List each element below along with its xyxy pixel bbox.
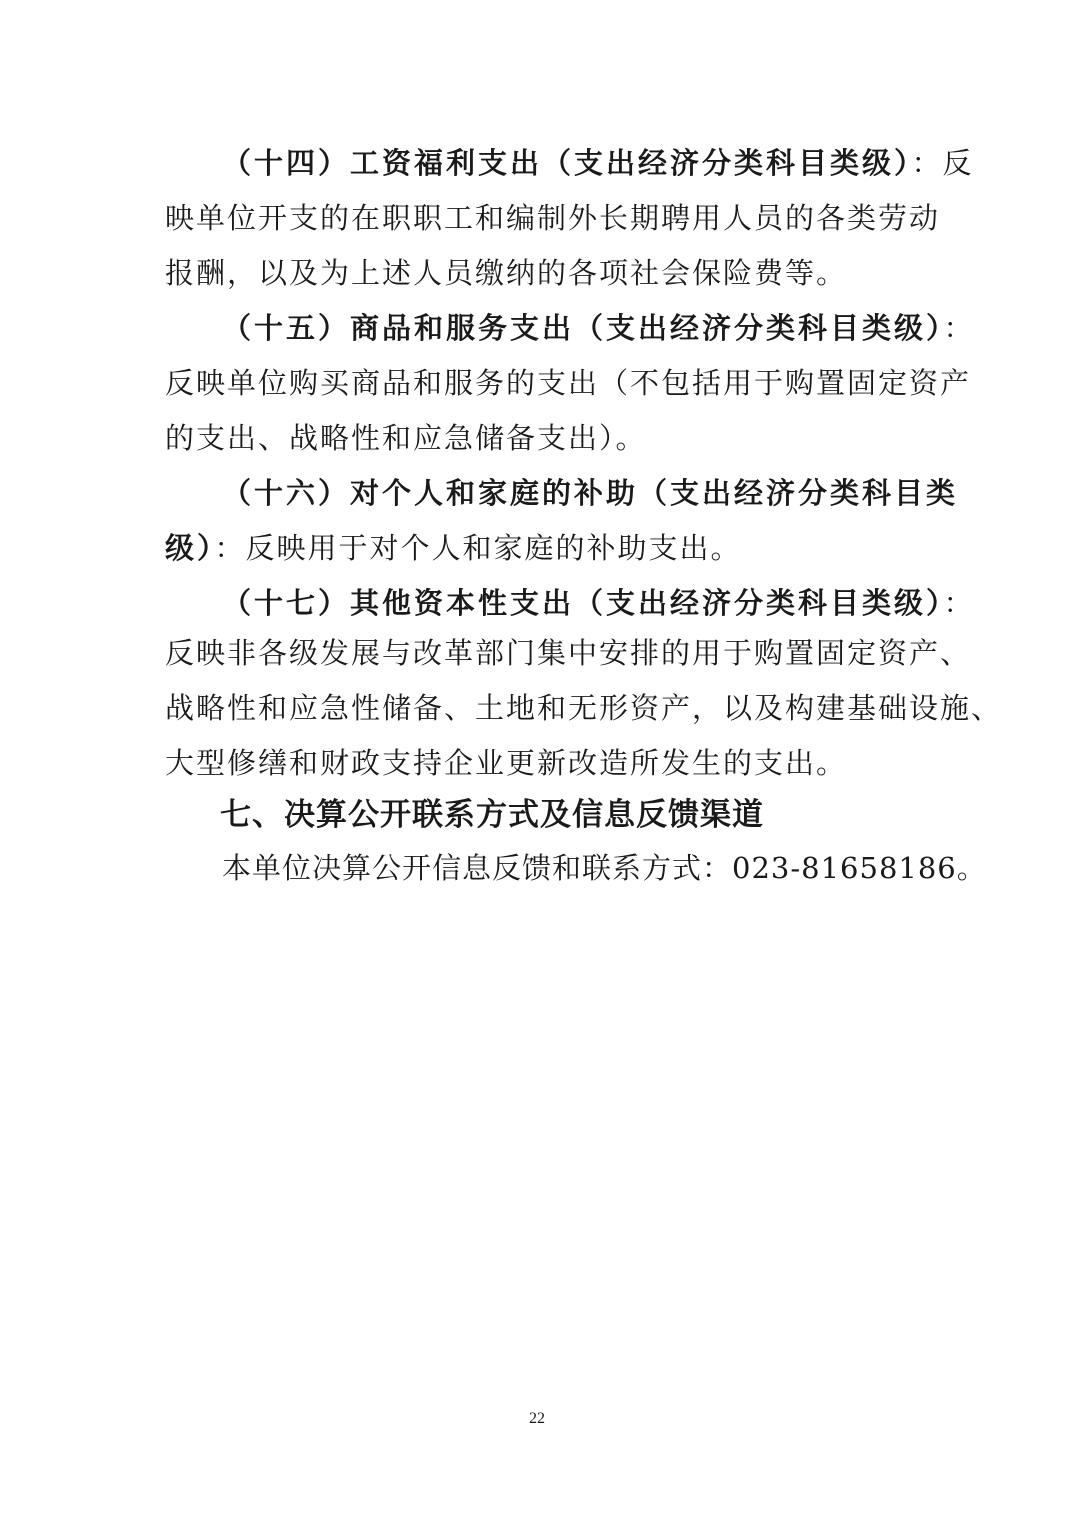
section-17-text-1: ： (943, 586, 975, 620)
section-17-line-3: 战略性和应急性储备、土地和无形资产，以及构建基础设施、 (165, 691, 1003, 725)
section-15-line-1 (222, 308, 975, 348)
section-17-title: （十七）其他资本性支出（支出经济分类科目类级） (222, 586, 944, 620)
section-15-line-3: 的支出、战略性和应急储备支出）。 (165, 421, 647, 455)
section-17-line-4: 大型修缮和财政支持企业更新改造所发生的支出。 (165, 746, 848, 780)
section-15-line-2: 反映单位购买商品和服务的支出（不包括用于购置固定资产 (165, 366, 972, 400)
section-16-text-1: ：反映用于对个人和家庭的补助支出。 (214, 531, 742, 565)
section-14-line-3: 报酬，以及为上述人员缴纳的各项社会保险费等。 (165, 256, 848, 290)
section-15-text-1: ： (943, 311, 975, 345)
section-14-line-1 (222, 143, 974, 183)
section-16-title-line-1: （十六）对个人和家庭的补助（支出经济分类科目类 (222, 476, 959, 510)
section-16-title-end: 级） (165, 531, 215, 565)
section-14-title: （十四）工资福利支出（支出经济分类科目类级） (222, 146, 912, 180)
section-15-title: （十五）商品和服务支出（支出经济分类科目类级） (222, 311, 944, 345)
section-17-line-1 (222, 583, 975, 623)
section-14-line-2: 映单位开支的在职职工和编制外长期聘用人员的各类劳动 (165, 201, 941, 235)
section-17-line-2: 反映非各级发展与改革部门集中安排的用于购置固定资产、 (165, 636, 972, 670)
section-14-text-1: ：反 (911, 146, 974, 180)
section-heading-contact: 七、决算公开联系方式及信息反馈渠道 (220, 797, 764, 833)
contact-text: 本单位决算公开信息反馈和联系方式：023-81658186。 (222, 851, 987, 885)
page-number: 22 (529, 1410, 545, 1427)
section-16-line-2 (165, 528, 742, 568)
